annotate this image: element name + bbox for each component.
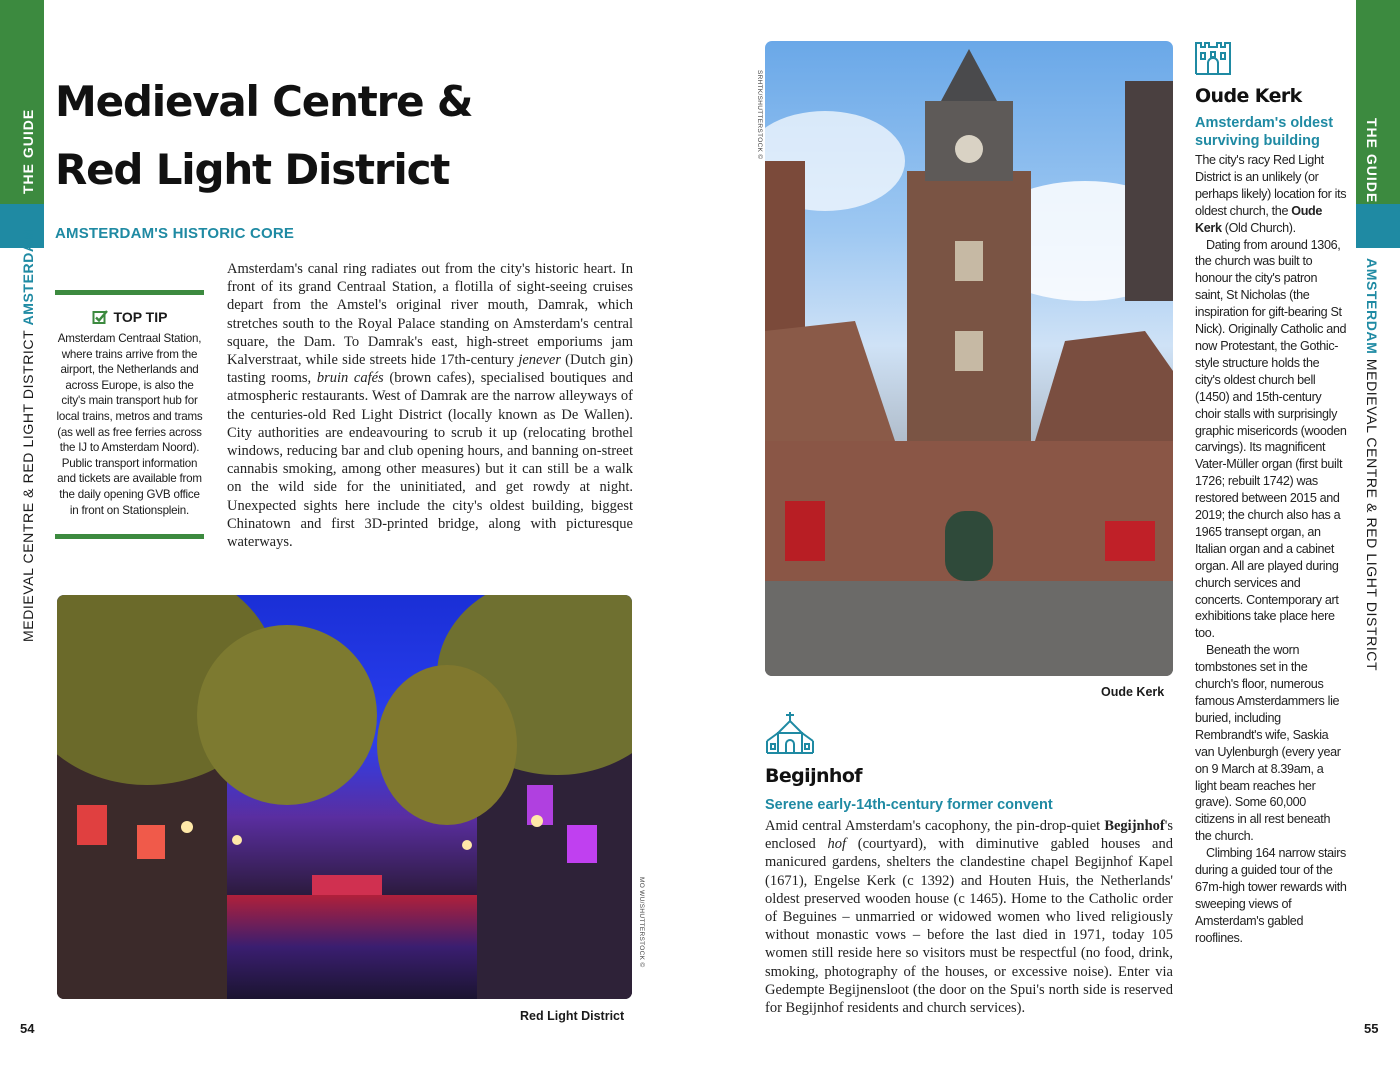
red-light-district-photo xyxy=(57,595,632,999)
begijnhof-italic-1: hof xyxy=(827,836,847,853)
begijnhof-text-3: (courtyard), with diminutive gabled houses and manicured gardens, shelters the clandestine chapel Begijnhof Kapel (1671), Engelse Kerk (c 1392) and Houten Huis, the Netherlands' oldest preserved wooden house (c 1465). Home to the Catholic order of Beguines – unmarried or widowed women who lived religiously without monastic vows – before the last died in 1971, today 105 women still reside here so visitors must be respectful (no food, drink, smoking, photography of the houses, or excessive noise). Enter via Gedempte Begijnensloot (the door on the Spui's north side is reserved for Begijnhof residents and church services). xyxy=(765,836,1173,1017)
left-guide-tab-label: THE GUIDE xyxy=(20,108,36,194)
oude-kerk-paragraph-3: Beneath the worn tombstones set in the church's floor, numerous famous Amsterdammers lie buried, including Rembrandt's wife, Saskia van Uylenburgh (every year on 9 March at 8.39am, a light beam reaches her grave). Some 60,000 citizens in all rest beneath the church. xyxy=(1195,643,1341,844)
oude-kerk-photo xyxy=(765,41,1173,676)
begijnhof-bold-1: Begijnhof xyxy=(1104,818,1165,834)
top-tip-text: Amsterdam Centraal Station, where trains arrive from the airport, the Netherlands and across Europe, is also the city's main transport hub for local trains, metros and trams (as well as free ferries across the IJ to Amsterdam Noord). Public transport information and tickets are available from the daily opening GVB office in front on Stationsplein. xyxy=(56,332,203,517)
intro-paragraph xyxy=(227,260,633,551)
top-tip-heading-text: TOP TIP xyxy=(113,309,168,325)
oude-kerk-p1-bold: Oude Kerk xyxy=(1195,203,1323,235)
left-running-head xyxy=(20,229,36,642)
begijnhof-body xyxy=(765,817,1173,1017)
intro-text-1: Amsterdam's canal ring radiates out from the city's historic heart. In front of its grand Centraal Station, a flotilla of sight-seeing cruises depart from the Amstel's original river mouth, Damrak, which stretches south to the Royal Palace standing on Amsterdam's central square, the Dam. To Damrak's east, high-street emporiums jam Kalverstraat, while side streets hide 17th-century xyxy=(227,261,633,369)
section-subhead: AMSTERDAM'S HISTORIC CORE xyxy=(55,225,295,242)
checkbox-icon xyxy=(92,309,108,325)
church-photo-illustration xyxy=(765,41,1173,676)
canal-photo-caption: Red Light District xyxy=(520,1009,625,1023)
page-title xyxy=(55,68,475,204)
top-tip-heading xyxy=(55,309,204,325)
castle-icon xyxy=(1195,41,1231,75)
oude-kerk-title: Oude Kerk xyxy=(1195,85,1302,107)
intro-italic-1: jenever xyxy=(518,352,561,369)
right-running-head xyxy=(1364,258,1380,671)
canal-photo-illustration xyxy=(57,595,632,999)
begijnhof-text-1: Amid central Amsterdam's cacophony, the pin-drop-quiet xyxy=(765,818,1105,834)
chapel-icon xyxy=(766,711,814,757)
oude-kerk-body xyxy=(1195,152,1347,947)
begijnhof-text-2: 's enclosed xyxy=(765,818,1173,853)
oude-kerk-paragraph-2: Dating from around 1306, the church was built to honour the city's patron saint, St Nicholas (the inspiration for gift-bearing St Nick). Originally Catholic and now Protestant, the Gothic-style structure holds the city's oldest church bell (1450) and 15th-century choir stalls with surprisingly graphic misericords (wooden carvings). Its magnificent Vater-Müller organ (first built 1726; rebuilt 1742) was restored between 2015 and 2019; the church also has a 1965 transept organ, an Italian organ and a cabinet organ. All are played during church services and concerts. Contemporary art exhibitions take place here too. xyxy=(1195,237,1347,641)
right-running-head-accent: AMSTERDAM xyxy=(1364,258,1380,355)
oude-kerk-p1-text-1: The city's racy Red Light District is an unlikely (or perhaps likely) location for its oldest church, the xyxy=(1195,153,1347,218)
left-running-head-accent: AMSTERDAM xyxy=(20,229,36,326)
intro-italic-2: bruin cafés xyxy=(316,370,384,387)
begijnhof-title: Begijnhof xyxy=(765,765,862,787)
intro-text-3: (brown cafes), specialised boutiques and atmospheric restaurants. West of Damrak are the narrow alleyways of the centuries-old Red Light District (locally known as De Wallen). City authorities are endeavouring to scrub it up (relocating brothel windows, reducing bar and club opening hours, and banning on-street cannabis smoking, among other measures) but it can still be a walk on the wild side for the uninitiated, and get rowdy at night. Unexpected sights here include the city's oldest building, biggest Chinatown and first 3D-printed bridge, along with picturesque waterways. xyxy=(227,370,633,551)
left-running-head-text: MEDIEVAL CENTRE & RED LIGHT DISTRICT xyxy=(20,325,36,642)
page-number-right: 55 xyxy=(1364,1021,1379,1036)
intro-text-2: (Dutch gin) tasting rooms, xyxy=(227,352,633,387)
page-title-line-2: Red Light District xyxy=(55,145,450,194)
right-section-marker xyxy=(1356,204,1400,248)
canal-photo-credit: MO WU/SHUTTERSTOCK © xyxy=(638,877,645,968)
right-guide-tab-label: THE GUIDE xyxy=(1364,118,1380,204)
begijnhof-subtitle: Serene early-14th-century former convent xyxy=(765,797,1053,813)
oude-kerk-paragraph-4: Climbing 164 narrow stairs during a guided tour of the 67m-high tower rewards with sweeping views of Amsterdam's gabled rooflines. xyxy=(1195,846,1347,945)
top-tip-box xyxy=(55,290,204,539)
church-photo-caption: Oude Kerk xyxy=(1101,685,1165,699)
oude-kerk-p1-text-2: (Old Church). xyxy=(1221,220,1296,235)
page-number-left: 54 xyxy=(20,1021,35,1036)
oude-kerk-subtitle: Amsterdam's oldest surviving building xyxy=(1195,115,1334,149)
page-title-line-1: Medieval Centre & xyxy=(55,77,473,126)
oude-kerk-paragraph-1 xyxy=(1195,152,1347,237)
church-photo-credit: SRHTK/SHUTTERSTOCK © xyxy=(756,70,763,160)
right-running-head-text: MEDIEVAL CENTRE & RED LIGHT DISTRICT xyxy=(1364,354,1380,672)
